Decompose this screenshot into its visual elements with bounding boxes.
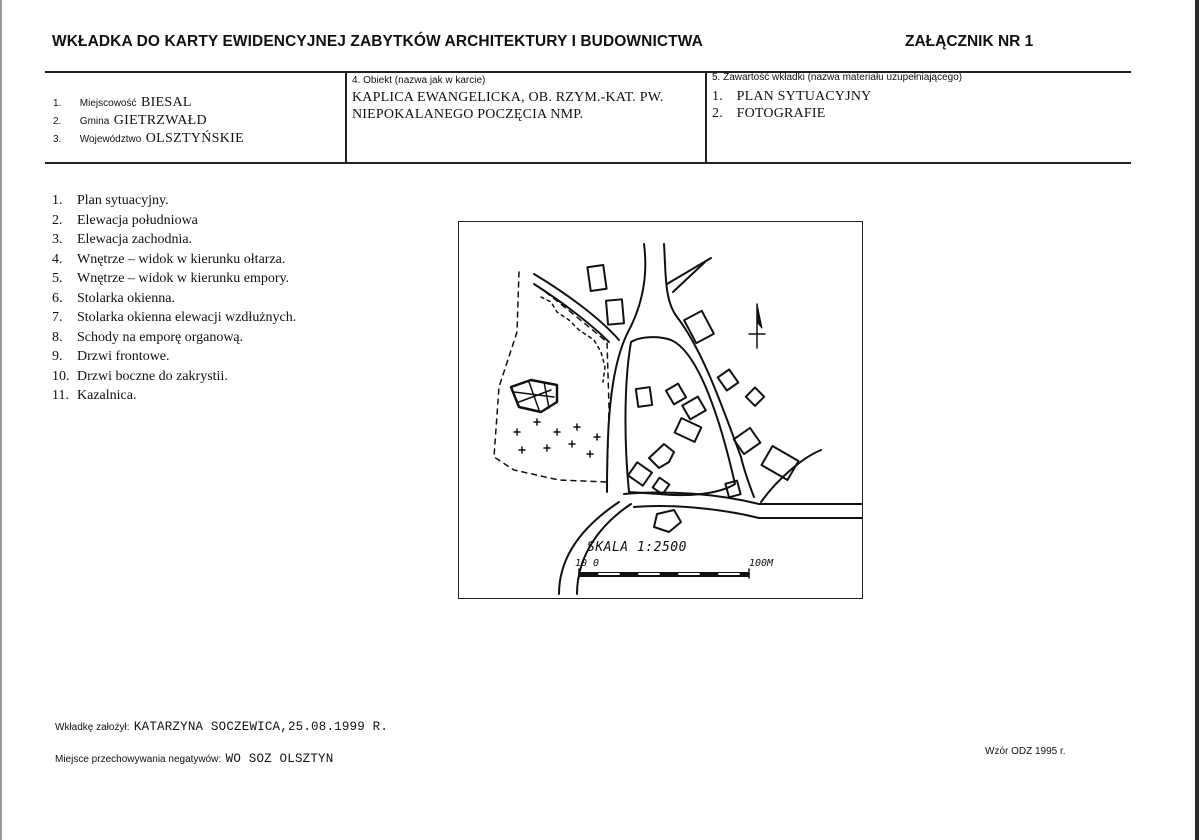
grave-markers <box>514 419 600 457</box>
tree-row <box>541 297 605 382</box>
list-item: 3. Elewacja zachodnia. <box>52 232 193 247</box>
object-heading: 4. Obiekt (nazwa jak w karcie) <box>352 75 486 86</box>
location-row-commune: 2. Gmina GIETRZWAŁD <box>53 113 207 128</box>
storage-line <box>55 749 333 767</box>
site-plan-map <box>458 221 863 599</box>
list-item: 7. Stolarka okienna elewacji wzdłużnych. <box>52 310 297 325</box>
churchyard-boundary <box>494 272 609 482</box>
storage-label: Miejsce przechowywania negatywów: <box>55 754 222 765</box>
contents-heading: 5. Zawartość wkładki (nazwa materiału uzupełniającego) <box>712 72 963 83</box>
voivodeship-value: OLSZTYŃSKIE <box>145 131 244 146</box>
attachments-list <box>52 191 296 406</box>
form-title: WKŁADKA DO KARTY EWIDENCYJNEJ ZABYTKÓW ARCHITEKTURY I BUDOWNICTWA <box>52 33 703 50</box>
table-bottom-rule <box>45 162 1131 164</box>
table-top-rule <box>45 71 1131 73</box>
town-value: BIESAL <box>140 95 192 110</box>
list-item: 1. Plan sytuacyjny. <box>52 193 169 208</box>
object-name-line-1: KAPLICA EWANGELICKA, OB. RZYM.-KAT. PW. <box>352 90 664 105</box>
church-building <box>511 380 557 412</box>
list-item: 4. Wnętrze – widok w kierunku ołtarza. <box>52 251 286 267</box>
north-arrow-icon <box>749 304 765 348</box>
contents-item: 1. PLAN SYTUACYJNY <box>712 89 872 104</box>
list-item: 11. Kazalnica. <box>52 388 137 403</box>
list-item: 5. Wnętrze – widok w kierunku empory. <box>52 271 290 286</box>
table-divider-2 <box>705 72 707 163</box>
scale-label: SKALA 1:2500 <box>587 540 687 555</box>
author-value: KATARZYNA SOCZEWICA,25.08.1999 R. <box>133 720 389 734</box>
location-row-town: 1. Miejscowość BIESAL <box>53 95 192 110</box>
form-version: Wzór ODZ 1995 r. <box>985 746 1066 757</box>
object-name-line-2: NIEPOKALANEGO POCZĘCIA NMP. <box>352 107 584 122</box>
author-line <box>55 717 388 735</box>
scale-bar-right-label: 100M <box>749 558 774 569</box>
author-label: Wkładkę założył: <box>55 722 130 733</box>
scale-bar <box>579 569 749 578</box>
list-item: 10. Drzwi boczne do zakrystii. <box>52 368 228 384</box>
storage-value: WO SOZ OLSZTYN <box>225 752 334 766</box>
scan-edge <box>1195 0 1199 840</box>
road-outlines <box>534 244 862 594</box>
buildings <box>587 265 798 532</box>
scan-edge-left <box>0 0 2 840</box>
list-item: 8. Schody na emporę organową. <box>52 329 244 345</box>
scale-bar-left-label: 10 0 <box>575 558 600 569</box>
list-item: 2. Elewacja południowa <box>52 212 198 228</box>
table-divider-1 <box>345 72 347 163</box>
list-item: 9. Drzwi frontowe. <box>52 349 170 364</box>
list-item: 6. Stolarka okienna. <box>52 290 175 306</box>
central-block <box>625 337 735 495</box>
commune-value: GIETRZWAŁD <box>113 113 207 128</box>
contents-item: 2. FOTOGRAFIE <box>712 106 826 121</box>
annex-number: ZAŁĄCZNIK NR 1 <box>905 33 1034 50</box>
location-row-voivodeship: 3. Województwo OLSZTYŃSKIE <box>53 131 244 146</box>
